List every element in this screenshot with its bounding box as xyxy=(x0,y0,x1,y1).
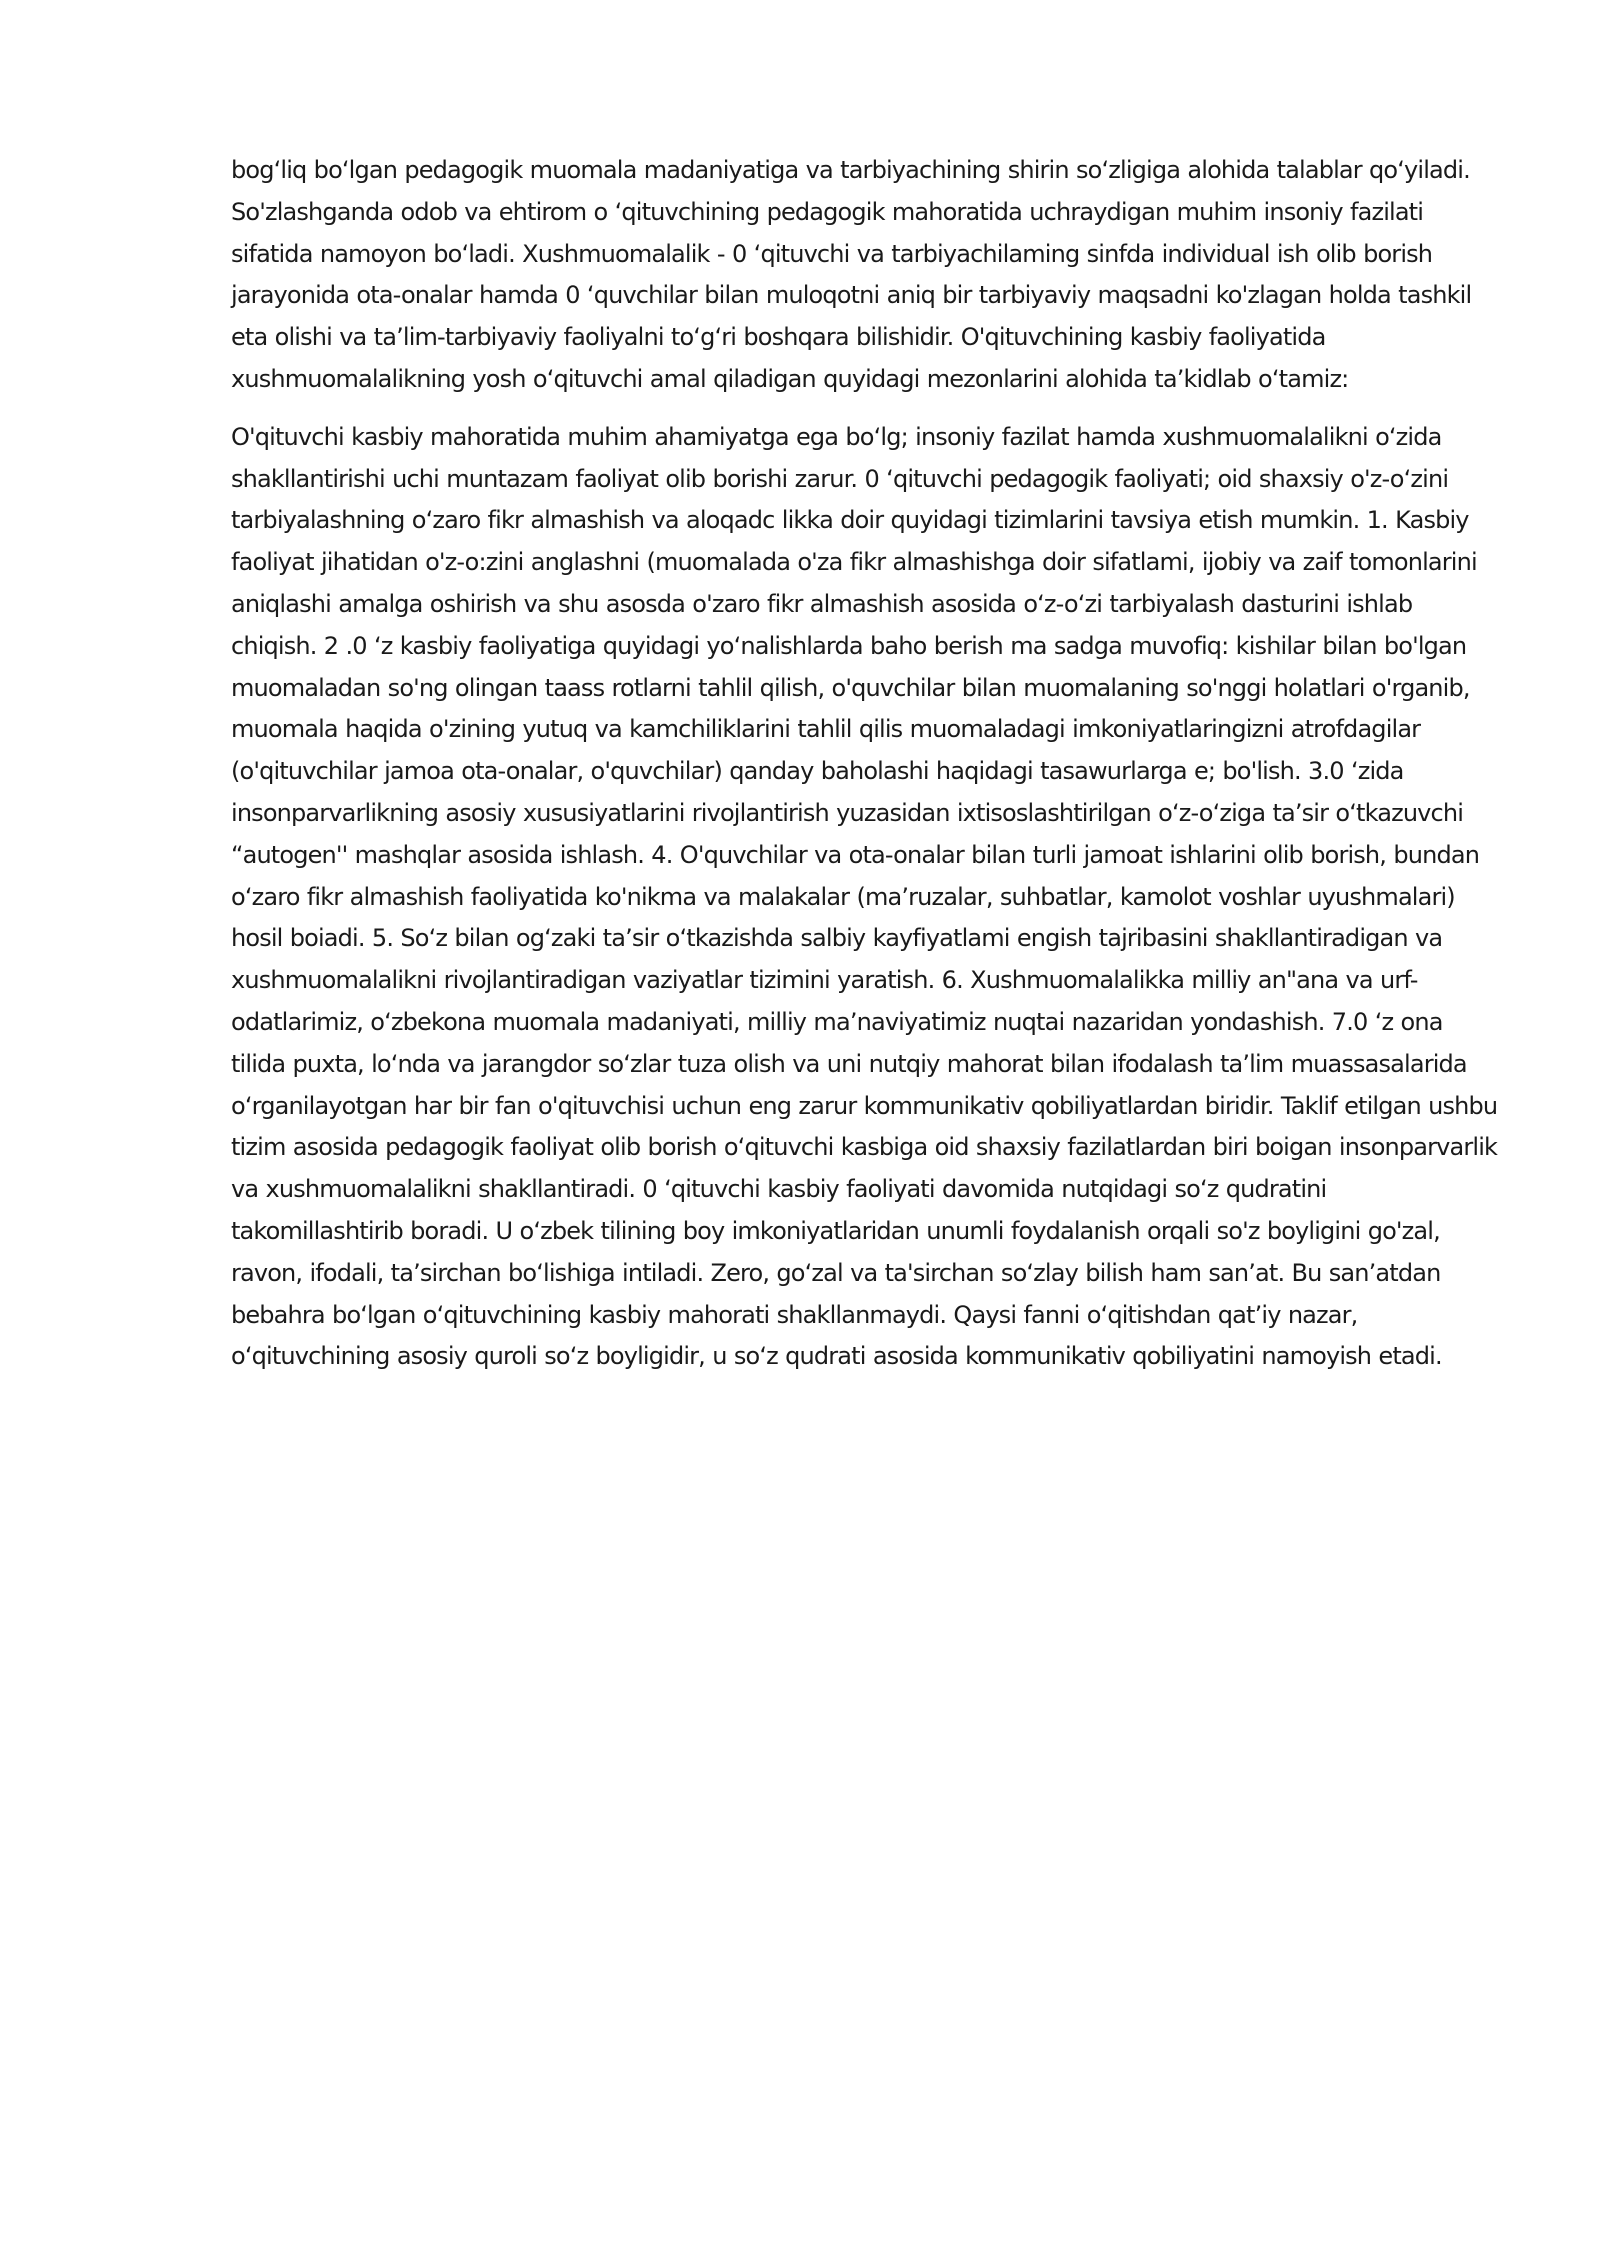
paragraph-2: O'qituvchi kasbiy mahoratida muhim ahamiyatga ega bo‘lg; insoniy fazilat hamda xushmuomalalikni o‘zida shakllantirishi uchi muntazam faoliyat olib borishi zarur. 0 ‘qituvchi pedagogik faoliyati; oid shaxsiy o'z-o‘zini tarbiyalashning o‘zaro fikr almashish va aloqadc likka doir quyidagi tizimlarini tavsiya etish mumkin. 1. Kasbiy faoliyat jihatidan o'z-o:zini anglashni (muomalada o'za fikr almashishga doir sifatlami, ijobiy va zaif tomonlarini aniqlashi amalga oshirish va shu asosda o'zaro fikr almashish asosida o‘z-o‘zi tarbiyalash dasturini ishlab chiqish. 2 .0 ‘z kasbiy faoliyatiga quyidagi yo‘nalishlarda baho berish ma sadga muvofiq: kishilar bilan bo'lgan muomaladan so'ng olingan taass rotlarni tahlil qilish, o'quvchilar bilan muomalaning so'nggi holatlari o'rganib, muomala haqida o'zining yutuq va kamchiliklarini tahlil qilis muomaladagi imkoniyatlaringizni atrofdagilar (o'qituvchilar jamoa ota-onalar, o'quvchilar) qanday baholashi haqidagi tasawurlarga e; bo'lish. 3.0 ‘zida insonparvarlikning asosiy xususiyatlarini rivojlantirish yuzasidan ixtisoslashtirilgan o‘z-o‘ziga ta’sir o‘tkazuvchi “autogen'' mashqlar asosida ishlash. 4. O'quvchilar va ota-onalar bilan turli jamoat ishlarini olib borish, bundan o‘zaro fikr almashish faoliyatida ko'nikma va malakalar (ma’ruzalar, suhbatlar, kamolot voshlar uyushmalari) hosil boiadi. 5. So‘z bilan og‘zaki ta’sir o‘tkazishda salbiy kayfiyatlami engish tajribasini shakllantiradigan va xushmuomalalikni rivojlantiradigan vaziyatlar tizimini yaratish. 6. Xushmuomalalikka milliy an"ana va urf-odatlarimiz, o‘zbekona muomala madaniyati, milliy ma’naviyatimiz nuqtai nazaridan yondashish. 7.0 ‘z ona tilida puxta, lo‘nda va jarangdor so‘zlar tuza olish va uni nutqiy mahorat bilan ifodalash ta’lim muassasalarida o‘rganilayotgan har bir fan o'qituvchisi uchun eng zarur kommunikativ qobiliyatlardan biridir. Taklif etilgan ushbu tizim asosida pedagogik faoliyat olib borish o‘qituvchi kasbiga oid shaxsiy fazilatlardan biri boigan insonparvarlik va xushmuomalalikni shakllantiradi. 0 ‘qituvchi kasbiy faoliyati davomida nutqidagi so‘z qudratini takomillashtirib boradi. U o‘zbek tilining boy imkoniyatlaridan unumli foydalanish orqali so'z boyligini go'zal, ravon, ifodali, ta’sirchan bo‘lishiga intiladi. Zero, go‘zal va ta'sirchan so‘zlay bilish ham san’at. Bu san’atdan bebahra bo‘lgan o‘qituvchining kasbiy mahorati shakllanmaydi. Qaysi fanni o‘qitishdan qat’iy nazar, o‘qituvchining asosiy quroli so‘z boyligidir, u so‘z qudrati asosida kommunikativ qobiliyatini namoyish etadi. xyxy=(231,422,1498,1371)
document-body xyxy=(231,150,1499,1378)
paragraph-1: bog‘liq bo‘lgan pedagogik muomala madaniyatiga va tarbiyachining shirin so‘zligiga alohida talablar qo‘yiladi. So'zlashganda odob va ehtirom o ‘qituvchining pedagogik mahoratida uchraydigan muhim insoniy fazilati sifatida namoyon bo‘ladi. Xushmuomalalik - 0 ‘qituvchi va tarbiyachilaming sinfda individual ish olib borish jarayonida ota-onalar hamda 0 ‘quvchilar bilan muloqotni aniq bir tarbiyaviy maqsadni ko'zlagan holda tashkil eta olishi va ta’lim-tarbiyaviy faoliyalni to‘g‘ri boshqara bilishidir. O'qituvchining kasbiy faoliyatida xushmuomalalikning yosh o‘qituvchi amal qiladigan quyidagi mezonlarini alohida ta’kidlab o‘tamiz: xyxy=(231,156,1472,393)
